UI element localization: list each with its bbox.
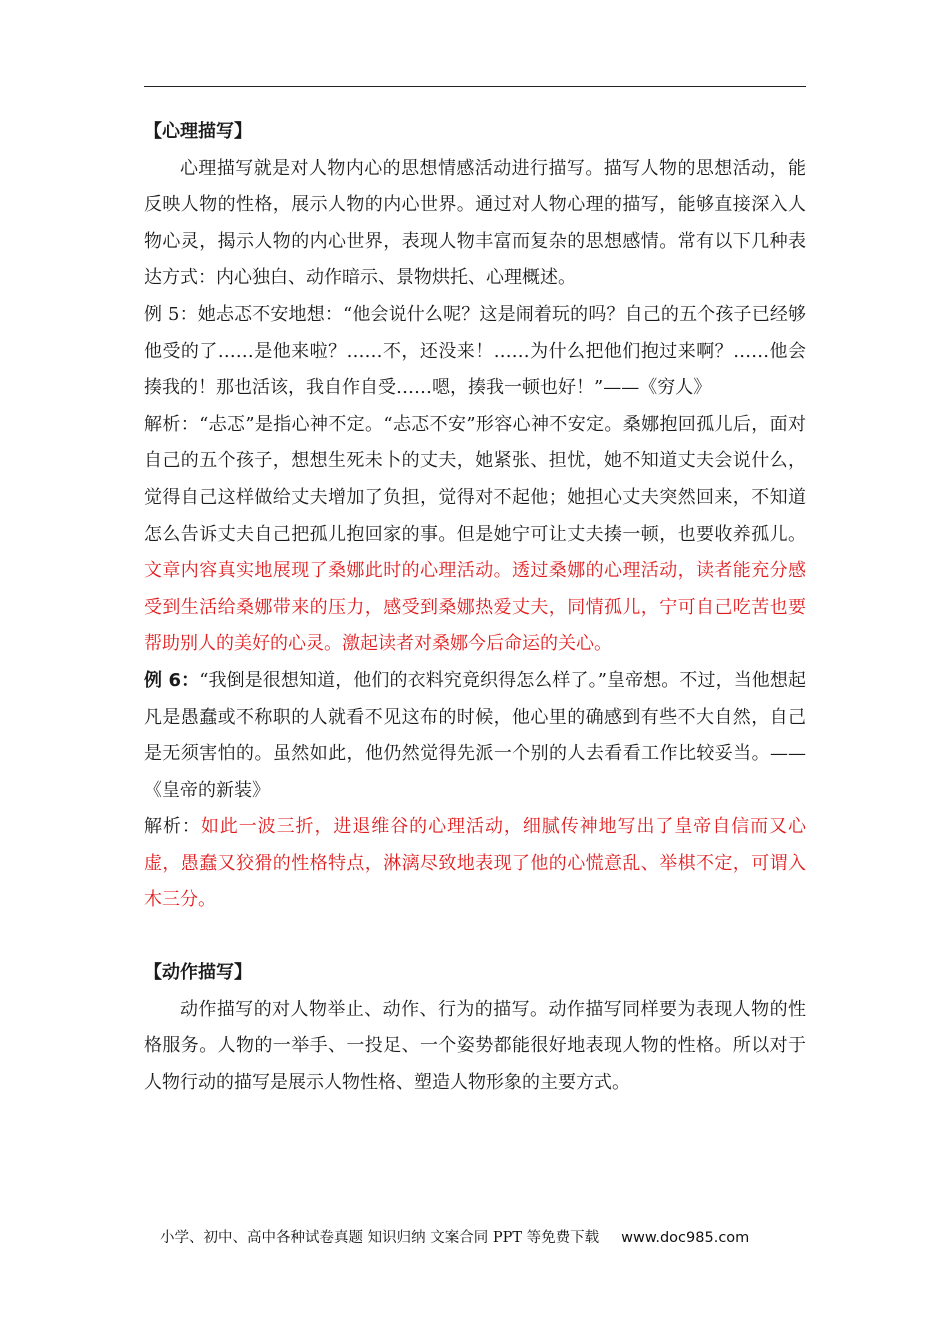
action-intro: 动作描写的对人物举止、动作、行为的描写。动作描写同样要为表现人物的性格服务。人物的一举手、一投足、一个姿势都能很好地表现人物的性格。所以对于人物行动的描写是展示人物性格、塑造人物形象的主要方式。 xyxy=(144,998,806,1093)
example-6-analysis-highlight: 如此一波三折，进退维谷的心理活动，细腻传神地写出了皇帝自信而又心虚，愚蠢又狡猾的性格特点，淋漓尽致地表现了他的心慌意乱、举棋不定，可谓入木三分。 xyxy=(144,816,807,911)
document-body xyxy=(144,114,806,1101)
section-heading-action: 【动作描写】 xyxy=(144,962,252,984)
page-footer xyxy=(160,1226,800,1247)
example-6-analysis-label: 解析： xyxy=(144,816,201,838)
example-6-text: “我倒是很想知道，他们的衣料究竟织得怎么样了。”皇帝想。不过，当他想起凡是愚蠢或不称职的人就看不见这布的时候，他心里的确感到有些不大自然，自己是无须害怕的。虽然如此，他仍然觉得先派一个别的人去看看工作比较妥当。——《皇帝的新装》 xyxy=(144,669,807,801)
footer-text: 小学、初中、高中各种试卷真题 知识归纳 文案合同 PPT 等免费下载 xyxy=(160,1230,600,1246)
header-rule xyxy=(144,86,806,87)
example-5-analysis xyxy=(144,407,806,663)
example-6 xyxy=(144,663,806,809)
section-spacer xyxy=(144,919,806,955)
footer-site-link[interactable]: www.doc985.com xyxy=(621,1230,750,1246)
example-5-analysis-text: 解析：“忐忑”是指心神不定。“忐忑不安”形容心神不安定。桑娜抱回孤儿后，面对自己的五个孩子，想想生死未卜的丈夫，她紧张、担忧，她不知道丈夫会说什么，觉得自己这样做给丈夫增加了负担，觉得对不起他；她担心丈夫突然回来，不知道怎么告诉丈夫自己把孤儿抱回家的事。但是她宁可让丈夫揍一顿，也要收养孤儿。 xyxy=(144,413,806,545)
section-heading-psychology: 【心理描写】 xyxy=(144,121,252,142)
example-5-analysis-highlight: 文章内容真实地展现了桑娜此时的心理活动。透过桑娜的心理活动，读者能充分感受到生活给桑娜带来的压力，感受到桑娜热爱丈夫，同情孤儿，宁可自己吃苦也要帮助别人的美好的心灵。激起读者对桑娜今后命运的关心。 xyxy=(144,560,806,655)
example-6-label: 例 6： xyxy=(144,669,200,691)
example-6-analysis xyxy=(144,809,806,919)
psychology-intro: 心理描写就是对人物内心的思想情感活动进行描写。描写人物的思想活动，能反映人物的性格，展示人物的内心世界。通过对人物心理的描写，能够直接深入人物心灵，揭示人物的内心世界，表现人物丰富而复杂的思想感情。常有以下几种表达方式：内心独白、动作暗示、景物烘托、心理概述。 xyxy=(144,157,806,289)
example-5: 例 5：她忐忑不安地想：“他会说什么呢？这是闹着玩的吗？自己的五个孩子已经够他受的了……是他来啦？……不，还没来！……为什么把他们抱过来啊？……他会揍我的！那也活该，我自作自受……嗯，揍我一顿也好！”——《穷人》 xyxy=(144,303,806,399)
